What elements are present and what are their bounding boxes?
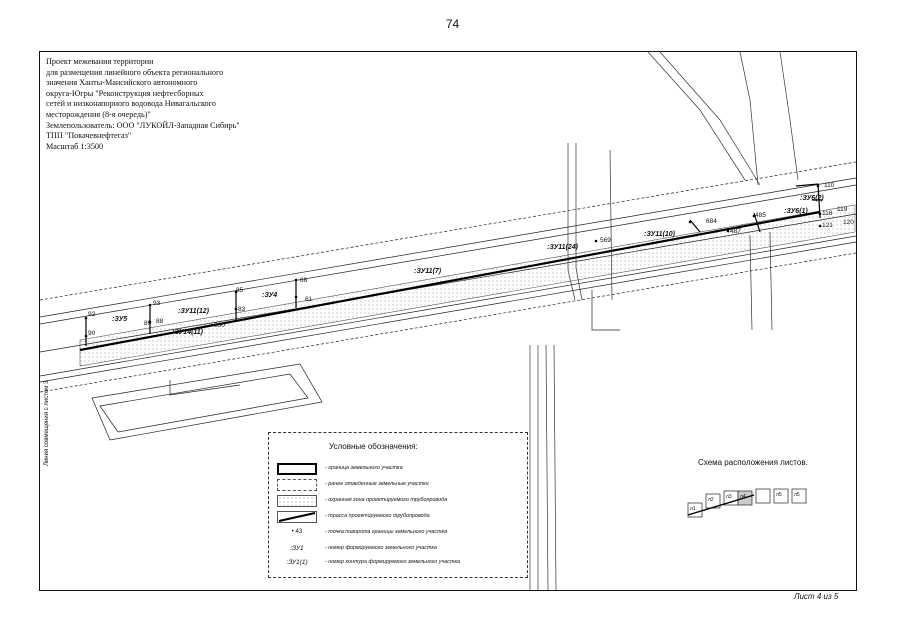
- point-label: 569: [600, 237, 611, 244]
- scheme-sheet-label: л5: [794, 492, 800, 498]
- legend-item: [277, 543, 522, 557]
- point-label: 89: [144, 320, 152, 327]
- scheme-sheet-label: л2: [708, 497, 714, 503]
- point-label: 487: [730, 228, 741, 235]
- parcel-label: :ЗУ11(24): [547, 244, 579, 251]
- legend-title: Условные обозначения:: [329, 442, 418, 451]
- legend-item: [277, 463, 522, 477]
- point-label: 93: [153, 300, 161, 307]
- pipeline-route-symbol: [277, 511, 317, 523]
- page-number: 74: [445, 17, 460, 31]
- contour-number-symbol: :ЗУ1(1): [286, 559, 308, 566]
- scheme-sheet-label: л4: [740, 494, 746, 500]
- point-label: 830: [214, 322, 225, 329]
- parcel-label: :ЗУ4: [262, 292, 278, 299]
- legend-item: [277, 479, 522, 493]
- protection-zone-symbol: [277, 495, 317, 507]
- point-label: 90: [88, 330, 96, 337]
- legend-text: - номер контура формируемого земельного участка: [325, 559, 460, 565]
- legend-text: - трасса проектируемого трубопровода: [325, 513, 430, 519]
- scheme-sheet-label: л3: [726, 494, 732, 500]
- turning-point-symbol: • 43: [291, 529, 303, 535]
- legend-item: [277, 511, 522, 525]
- legend-text: - номер формируемого земельного участка: [325, 545, 437, 551]
- legend-text: - ранее отведенные земельные участки: [325, 481, 429, 487]
- parcel-label: :ЗУ6(2): [800, 195, 824, 202]
- parcel-boundary-symbol: [277, 463, 317, 475]
- parcel-label: :ЗУ5: [112, 316, 128, 323]
- scheme-sheet-label: л5: [776, 492, 782, 498]
- legend: [268, 432, 528, 578]
- point-label: 88: [156, 318, 164, 325]
- parcel-label: :ЗУ14(11): [172, 329, 204, 336]
- point-label: 85: [236, 287, 244, 294]
- scheme-title: Схема расположения листов.: [698, 458, 808, 467]
- point-label: 119: [837, 206, 848, 213]
- point-label: 684: [706, 218, 717, 225]
- point-label: 120: [843, 219, 854, 226]
- title-block: Проект межевания территории для размещения линейного объекта регионального значения Ханты-Мансийского автономного округа-Югры "Реконструкция нефтесборных сетей и низконапорного водовода Нивагальского месторождения (8-я очередь)" Землепользователь: ООО "ЛУКОЙЛ-Западная Сибирь" ТПП "Покачевнефтегаз" Масштаб 1:3500: [46, 57, 240, 151]
- legend-text: - охранная зона проектируемого трубопровода: [325, 497, 448, 503]
- alignment-note: Линия совмещения с листом 3: [44, 380, 50, 466]
- point-label: 83: [238, 306, 246, 313]
- sheet-label: Лист 4 из 5: [794, 592, 839, 601]
- parcel-label: :ЗУ6(1): [784, 208, 808, 215]
- point-label: 81: [305, 296, 313, 303]
- scheme-sheets: [688, 489, 806, 517]
- legend-item: [277, 495, 522, 509]
- scheme-sheet-label: л1: [690, 506, 696, 512]
- legend-item: [277, 527, 522, 541]
- legend-text: - точка поворота границы земельного участка: [325, 529, 448, 535]
- parcel-number-symbol: :ЗУ1: [290, 545, 304, 552]
- point-label: 485: [755, 212, 766, 219]
- legend-item: [277, 557, 522, 571]
- legend-text: - граница земельного участка: [325, 465, 403, 471]
- parcel-label: :ЗУ11(7): [414, 268, 442, 275]
- parcel-label: :ЗУ11(10): [644, 231, 676, 238]
- point-label: 118: [822, 210, 833, 217]
- point-label: 92: [88, 311, 96, 318]
- point-label: 121: [822, 222, 833, 229]
- parcel-label: :ЗУ11(12): [178, 308, 210, 315]
- point-label: 110: [824, 182, 835, 189]
- point-label: 86: [300, 277, 308, 284]
- previous-parcels-symbol: [277, 479, 317, 491]
